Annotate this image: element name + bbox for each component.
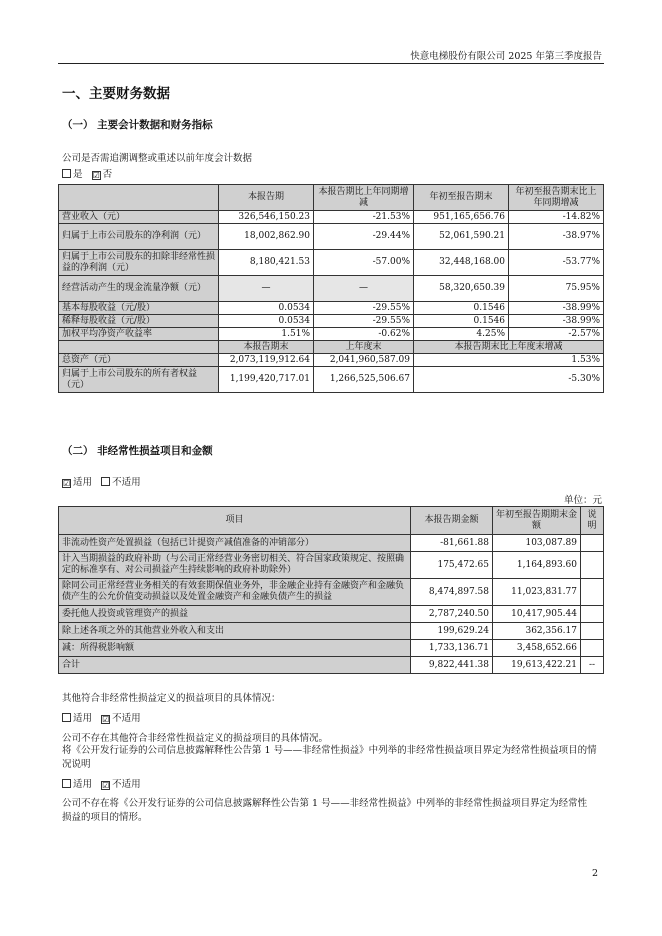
cell-value: 32,448,168.00: [414, 250, 509, 276]
table-row: [59, 354, 604, 367]
cell-value: 175,472.65: [411, 552, 493, 579]
cell-note: [581, 579, 604, 606]
cell-value: 0.0534: [219, 315, 314, 328]
cell-note: [581, 552, 604, 579]
t1-subheader-cell: 本报告期末: [219, 341, 314, 354]
t2-header-cell: 年初至报告期期末金额: [493, 507, 581, 535]
table-row: [59, 640, 604, 657]
cell-note: [581, 640, 604, 657]
cell-value: 199,629.24: [411, 623, 493, 640]
nonrecurring-options: [62, 474, 141, 488]
cell-value: 1.53%: [414, 354, 604, 367]
cell-value: 1,199,420,717.01: [219, 367, 314, 393]
cell-value: -0.62%: [314, 328, 414, 341]
nonrecurring-items-table: [58, 506, 604, 674]
row-label: 加权平均净资产收益率: [59, 328, 219, 341]
t1-header-cell: [59, 185, 219, 211]
checkbox-no[interactable]: ☑: [92, 171, 100, 180]
cell-value: 11,023,831.77: [493, 579, 581, 606]
cell-value: -38.99%: [509, 302, 604, 315]
checkbox-not-apply[interactable]: ☑: [102, 781, 110, 790]
note-reclassification-options: [62, 776, 141, 790]
item-label: 除同公司正常经营业务相关的有效套期保值业务外，非金融企业持有金融资产和金融负债产生的公允价值变动损益以及处置金融资产和金融负债产生的损益: [59, 579, 411, 606]
item-label: 除上述各项之外的其他营业外收入和支出: [59, 623, 411, 640]
t2-header-cell: 说明: [581, 507, 604, 535]
cell-value: -29.55%: [314, 302, 414, 315]
cell-value: 52,061,590.21: [414, 224, 509, 250]
table-row: [59, 276, 604, 302]
item-label: 委托他人投资或管理资产的损益: [59, 606, 411, 623]
cell-note: [581, 535, 604, 552]
table-row: [59, 328, 604, 341]
cell-value: 10,417,905.44: [493, 606, 581, 623]
cell-value: -5.30%: [414, 367, 604, 393]
cell-value: 2,073,119,912.64: [219, 354, 314, 367]
restatement-question: 公司是否需追溯调整或重述以前年度会计数据: [62, 153, 253, 164]
row-label: 归属于上市公司股东的所有者权益（元）: [59, 367, 219, 393]
subsection-heading-2: （二） 非经常性损益项目和金额: [62, 445, 213, 457]
row-label: 经营活动产生的现金流量净额（元）: [59, 276, 219, 302]
cell-value: -53.77%: [509, 250, 604, 276]
cell-value: 19,613,422.21: [493, 657, 581, 674]
table-row: [59, 552, 604, 579]
cell-value: —: [219, 276, 314, 302]
table-row: [59, 315, 604, 328]
cell-note: --: [581, 657, 604, 674]
cell-value: 18,002,862.90: [219, 224, 314, 250]
t1-header-cell: 本报告期比上年同期增减: [314, 185, 414, 211]
t2-header-cell: 本报告期金额: [411, 507, 493, 535]
row-label: 基本每股收益（元/股）: [59, 302, 219, 315]
t1-header-cell: 年初至报告期末: [414, 185, 509, 211]
table-row: [59, 302, 604, 315]
cell-value: -81,661.88: [411, 535, 493, 552]
note-no-other-items: 公司不存在其他符合非经常性损益定义的损益项目的具体情况。: [62, 733, 329, 744]
cell-note: [581, 623, 604, 640]
t1-subheader-cell: 上年度末: [314, 341, 414, 354]
option-not-apply-label: 不适用: [112, 477, 141, 488]
item-label: 减：所得税影响额: [59, 640, 411, 657]
checkbox-not-apply[interactable]: ☑: [102, 715, 110, 724]
cell-value: —: [314, 276, 414, 302]
t1-subheader-cell: 本报告期末比上年度末增减: [414, 341, 604, 354]
cell-value: 3,458,652.66: [493, 640, 581, 657]
cell-value: -38.99%: [509, 315, 604, 328]
cell-value: 951,165,656.76: [414, 211, 509, 224]
cell-value: -57.00%: [314, 250, 414, 276]
cell-value: 1,164,893.60: [493, 552, 581, 579]
table-row: [59, 623, 604, 640]
cell-value: 1.51%: [219, 328, 314, 341]
option-not-apply-label: 不适用: [112, 779, 141, 790]
t2-header-cell: 项目: [59, 507, 411, 535]
checkbox-not-apply[interactable]: [101, 477, 110, 486]
cell-note: [581, 606, 604, 623]
table-row: [59, 535, 604, 552]
option-apply-label: 适用: [73, 779, 93, 790]
t1-header-cell: 年初至报告期末比上年同期增减: [509, 185, 604, 211]
item-label: 计入当期损益的政府补助（与公司正常经营业务密切相关、符合国家政策规定、按照确定的标准享有、对公司损益产生持续影响的政府补助除外）: [59, 552, 411, 579]
financial-data-table: [58, 184, 604, 393]
option-yes-label: 是: [73, 169, 83, 180]
cell-value: 0.0534: [219, 302, 314, 315]
cell-value: 9,822,441.38: [411, 657, 493, 674]
t1-header-cell: 本报告期: [219, 185, 314, 211]
row-label: 稀释每股收益（元/股）: [59, 315, 219, 328]
option-apply-label: 适用: [73, 477, 93, 488]
cell-value: 2,787,240.50: [411, 606, 493, 623]
cell-value: 4.25%: [414, 328, 509, 341]
note-reclassification: 将《公开发行证券的公司信息披露解释性公告第 1 号——非经常性损益》中列举的非经常性损益项目界定为经常性损益项目的情况说明: [62, 745, 597, 770]
cell-value: 0.1546: [414, 302, 509, 315]
row-label: 总资产（元）: [59, 354, 219, 367]
note-other-options: [62, 710, 141, 724]
cell-value: -29.55%: [314, 315, 414, 328]
t1-subheader-cell: [59, 341, 219, 354]
table-row: [59, 579, 604, 606]
unit-label: 单位：元: [563, 495, 602, 506]
checkbox-yes[interactable]: [62, 169, 71, 178]
cell-value: 8,180,421.53: [219, 250, 314, 276]
row-label: 营业收入（元）: [59, 211, 219, 224]
item-label: 合计: [59, 657, 411, 674]
document-header-title: 快意电梯股份有限公司 2025 年第三季度报告: [410, 51, 602, 62]
cell-value: 0.1546: [414, 315, 509, 328]
cell-value: 326,546,150.23: [219, 211, 314, 224]
cell-value: 75.95%: [509, 276, 604, 302]
row-label: 归属于上市公司股东的扣除非经常性损益的净利润（元）: [59, 250, 219, 276]
table-row: [59, 367, 604, 393]
restatement-options: [62, 166, 112, 180]
checkbox-apply[interactable]: ☑: [63, 479, 71, 488]
option-not-apply-label: 不适用: [112, 713, 141, 724]
cell-value: 2,041,960,587.09: [314, 354, 414, 367]
header-divider: [58, 63, 604, 64]
cell-value: 1,266,525,506.67: [314, 367, 414, 393]
cell-value: 362,356.17: [493, 623, 581, 640]
table-row: [59, 224, 604, 250]
page-number: 2: [591, 868, 598, 879]
cell-value: -14.82%: [509, 211, 604, 224]
cell-value: -2.57%: [509, 328, 604, 341]
note-other-items: 其他符合非经常性损益定义的损益项目的具体情况：: [62, 693, 281, 704]
cell-value: 58,320,650.39: [414, 276, 509, 302]
cell-value: -29.44%: [314, 224, 414, 250]
section-heading: 一、主要财务数据: [62, 86, 170, 102]
cell-value: 1,733,136.71: [411, 640, 493, 657]
row-label: 归属于上市公司股东的净利润（元）: [59, 224, 219, 250]
subsection-heading-1: （一） 主要会计数据和财务指标: [62, 119, 213, 131]
note-no-reclassification: 公司不存在将《公开发行证券的公司信息披露解释性公告第 1 号——非经常性损益》中列举的非经常性损益项目界定为经常性损益的项目的情形。: [62, 798, 588, 823]
checkbox-apply[interactable]: [62, 779, 71, 788]
table-row: [59, 250, 604, 276]
option-no-label: 否: [102, 169, 113, 180]
cell-value: -21.53%: [314, 211, 414, 224]
table-row: [59, 606, 604, 623]
option-apply-label: 适用: [73, 713, 93, 724]
checkbox-apply[interactable]: [62, 713, 71, 722]
table-row: [59, 657, 604, 674]
cell-value: 8,474,897.58: [411, 579, 493, 606]
item-label: 非流动性资产处置损益（包括已计提资产减值准备的冲销部分）: [59, 535, 411, 552]
cell-value: -38.97%: [509, 224, 604, 250]
table-row: [59, 211, 604, 224]
cell-value: 103,087.89: [493, 535, 581, 552]
